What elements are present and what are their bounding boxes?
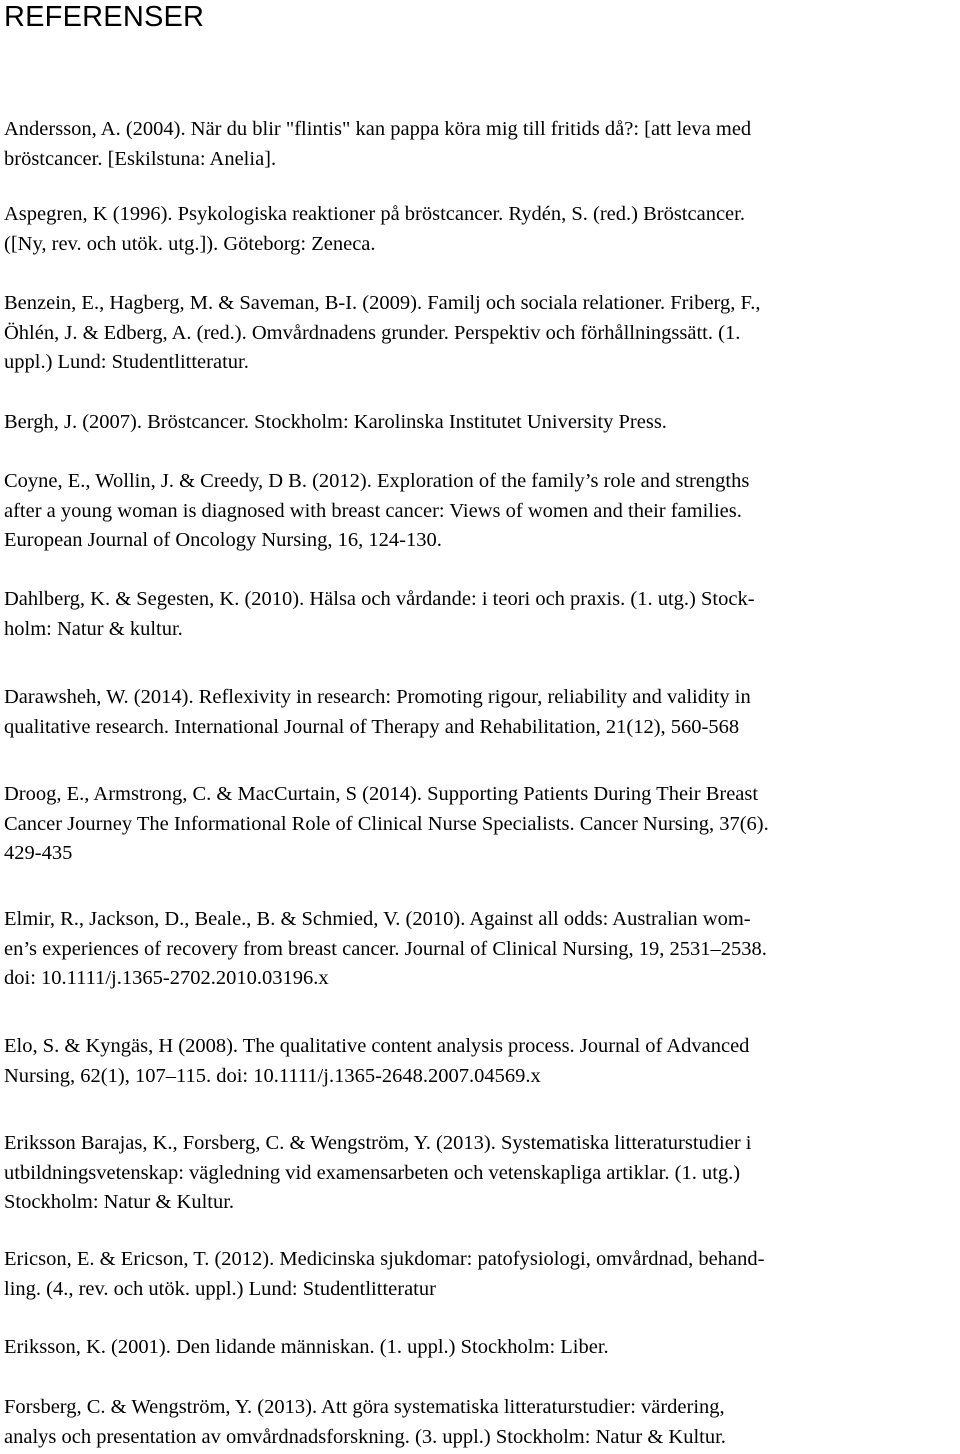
reference-line: holm: Natur & kultur. [4,617,183,640]
reference-entry [4,1245,956,1304]
reference-line: utbildningsvetenskap: vägledning vid examensarbeten och vetenskapliga artiklar. (1. utg.) [4,1161,741,1184]
reference-line: Elo, S. & Kyngäs, H (2008). The qualitative content analysis process. Journal of Advanced [4,1035,750,1057]
reference-entry [4,1333,956,1363]
reference-line: Darawsheh, W. (2014). Reflexivity in research: Promoting rigour, reliability and validity in [4,686,751,708]
reference-line: after a young woman is diagnosed with breast cancer: Views of women and their families. [4,499,742,522]
reference-line: Nursing, 62(1), 107–115. doi: 10.1111/j.1365-2648.2007.04569.x [4,1064,541,1087]
reference-line: en’s experiences of recovery from breast cancer. Journal of Clinical Nursing, 19, 2531–2538. [4,937,767,960]
reference-entry [4,115,956,174]
reference-line: Eriksson, K. (2001). Den lidande människan. (1. uppl.) Stockholm: Liber. [4,1336,609,1358]
reference-line: ([Ny, rev. och utök. utg.]). Göteborg: Zeneca. [4,232,376,255]
reference-line: Aspegren, K (1996). Psykologiska reaktioner på bröstcancer. Rydén, S. (red.) Bröstcancer. [4,203,745,225]
reference-line: Benzein, E., Hagberg, M. & Saveman, B-I. (2009). Familj och sociala relationer. Friberg, F., [4,292,761,314]
reference-line: ling. (4., rev. och utök. uppl.) Lund: Studentlitteratur [4,1277,436,1300]
reference-line: Coyne, E., Wollin, J. & Creedy, D B. (2012). Exploration of the family’s role and strengths [4,470,750,492]
reference-line: Ericson, E. & Ericson, T. (2012). Medicinska sjukdomar: patofysiologi, omvårdnad, behand- [4,1248,765,1270]
reference-line: Forsberg, C. & Wengström, Y. (2013). Att göra systematiska litteraturstudier: värdering, [4,1396,725,1418]
reference-entry [4,1393,956,1452]
reference-entry [4,780,956,869]
reference-entry [4,1129,956,1218]
reference-entry [4,905,956,994]
reference-entry [4,467,956,556]
reference-line: uppl.) Lund: Studentlitteratur. [4,351,249,373]
reference-line: 429-435 [4,842,73,864]
reference-entry [4,408,956,438]
reference-line: Elmir, R., Jackson, D., Beale., B. & Schmied, V. (2010). Against all odds: Australian wom- [4,908,751,930]
reference-entry [4,200,956,259]
reference-line: analys och presentation av omvårdnadsforskning. (3. uppl.) Stockholm: Natur & Kultur. [4,1425,726,1448]
reference-line: qualitative research. International Journal of Therapy and Rehabilitation, 21(12), 560-568 [4,715,740,738]
page-heading: REFERENSER [4,1,205,33]
reference-entry [4,585,956,644]
reference-line: doi: 10.1111/j.1365-2702.2010.03196.x [4,967,329,989]
reference-entry [4,683,956,742]
reference-entry [4,289,956,378]
reference-line: Bergh, J. (2007). Bröstcancer. Stockholm: Karolinska Institutet University Press. [4,411,667,433]
reference-line: Droog, E., Armstrong, C. & MacCurtain, S (2014). Supporting Patients During Their Breast [4,783,759,805]
reference-line: Eriksson Barajas, K., Forsberg, C. & Wengström, Y. (2013). Systematiska litteraturstudier i [4,1132,752,1154]
reference-line: Öhlén, J. & Edberg, A. (red.). Omvårdnadens grunder. Perspektiv och förhållningssätt. (1. [4,321,741,344]
reference-line: Dahlberg, K. & Segesten, K. (2010). Hälsa och vårdande: i teori och praxis. (1. utg.) Stock- [4,588,755,610]
reference-line: Andersson, A. (2004). När du blir "flintis" kan pappa köra mig till fritids då?: [att leva med [4,118,752,140]
reference-line: European Journal of Oncology Nursing, 16, 124-130. [4,529,442,551]
reference-line: bröstcancer. [Eskilstuna: Anelia]. [4,147,277,170]
reference-line: Cancer Journey The Informational Role of Clinical Nurse Specialists. Cancer Nursing, 37(6). [4,812,769,835]
reference-line: Stockholm: Natur & Kultur. [4,1191,235,1213]
reference-entry [4,1032,956,1091]
